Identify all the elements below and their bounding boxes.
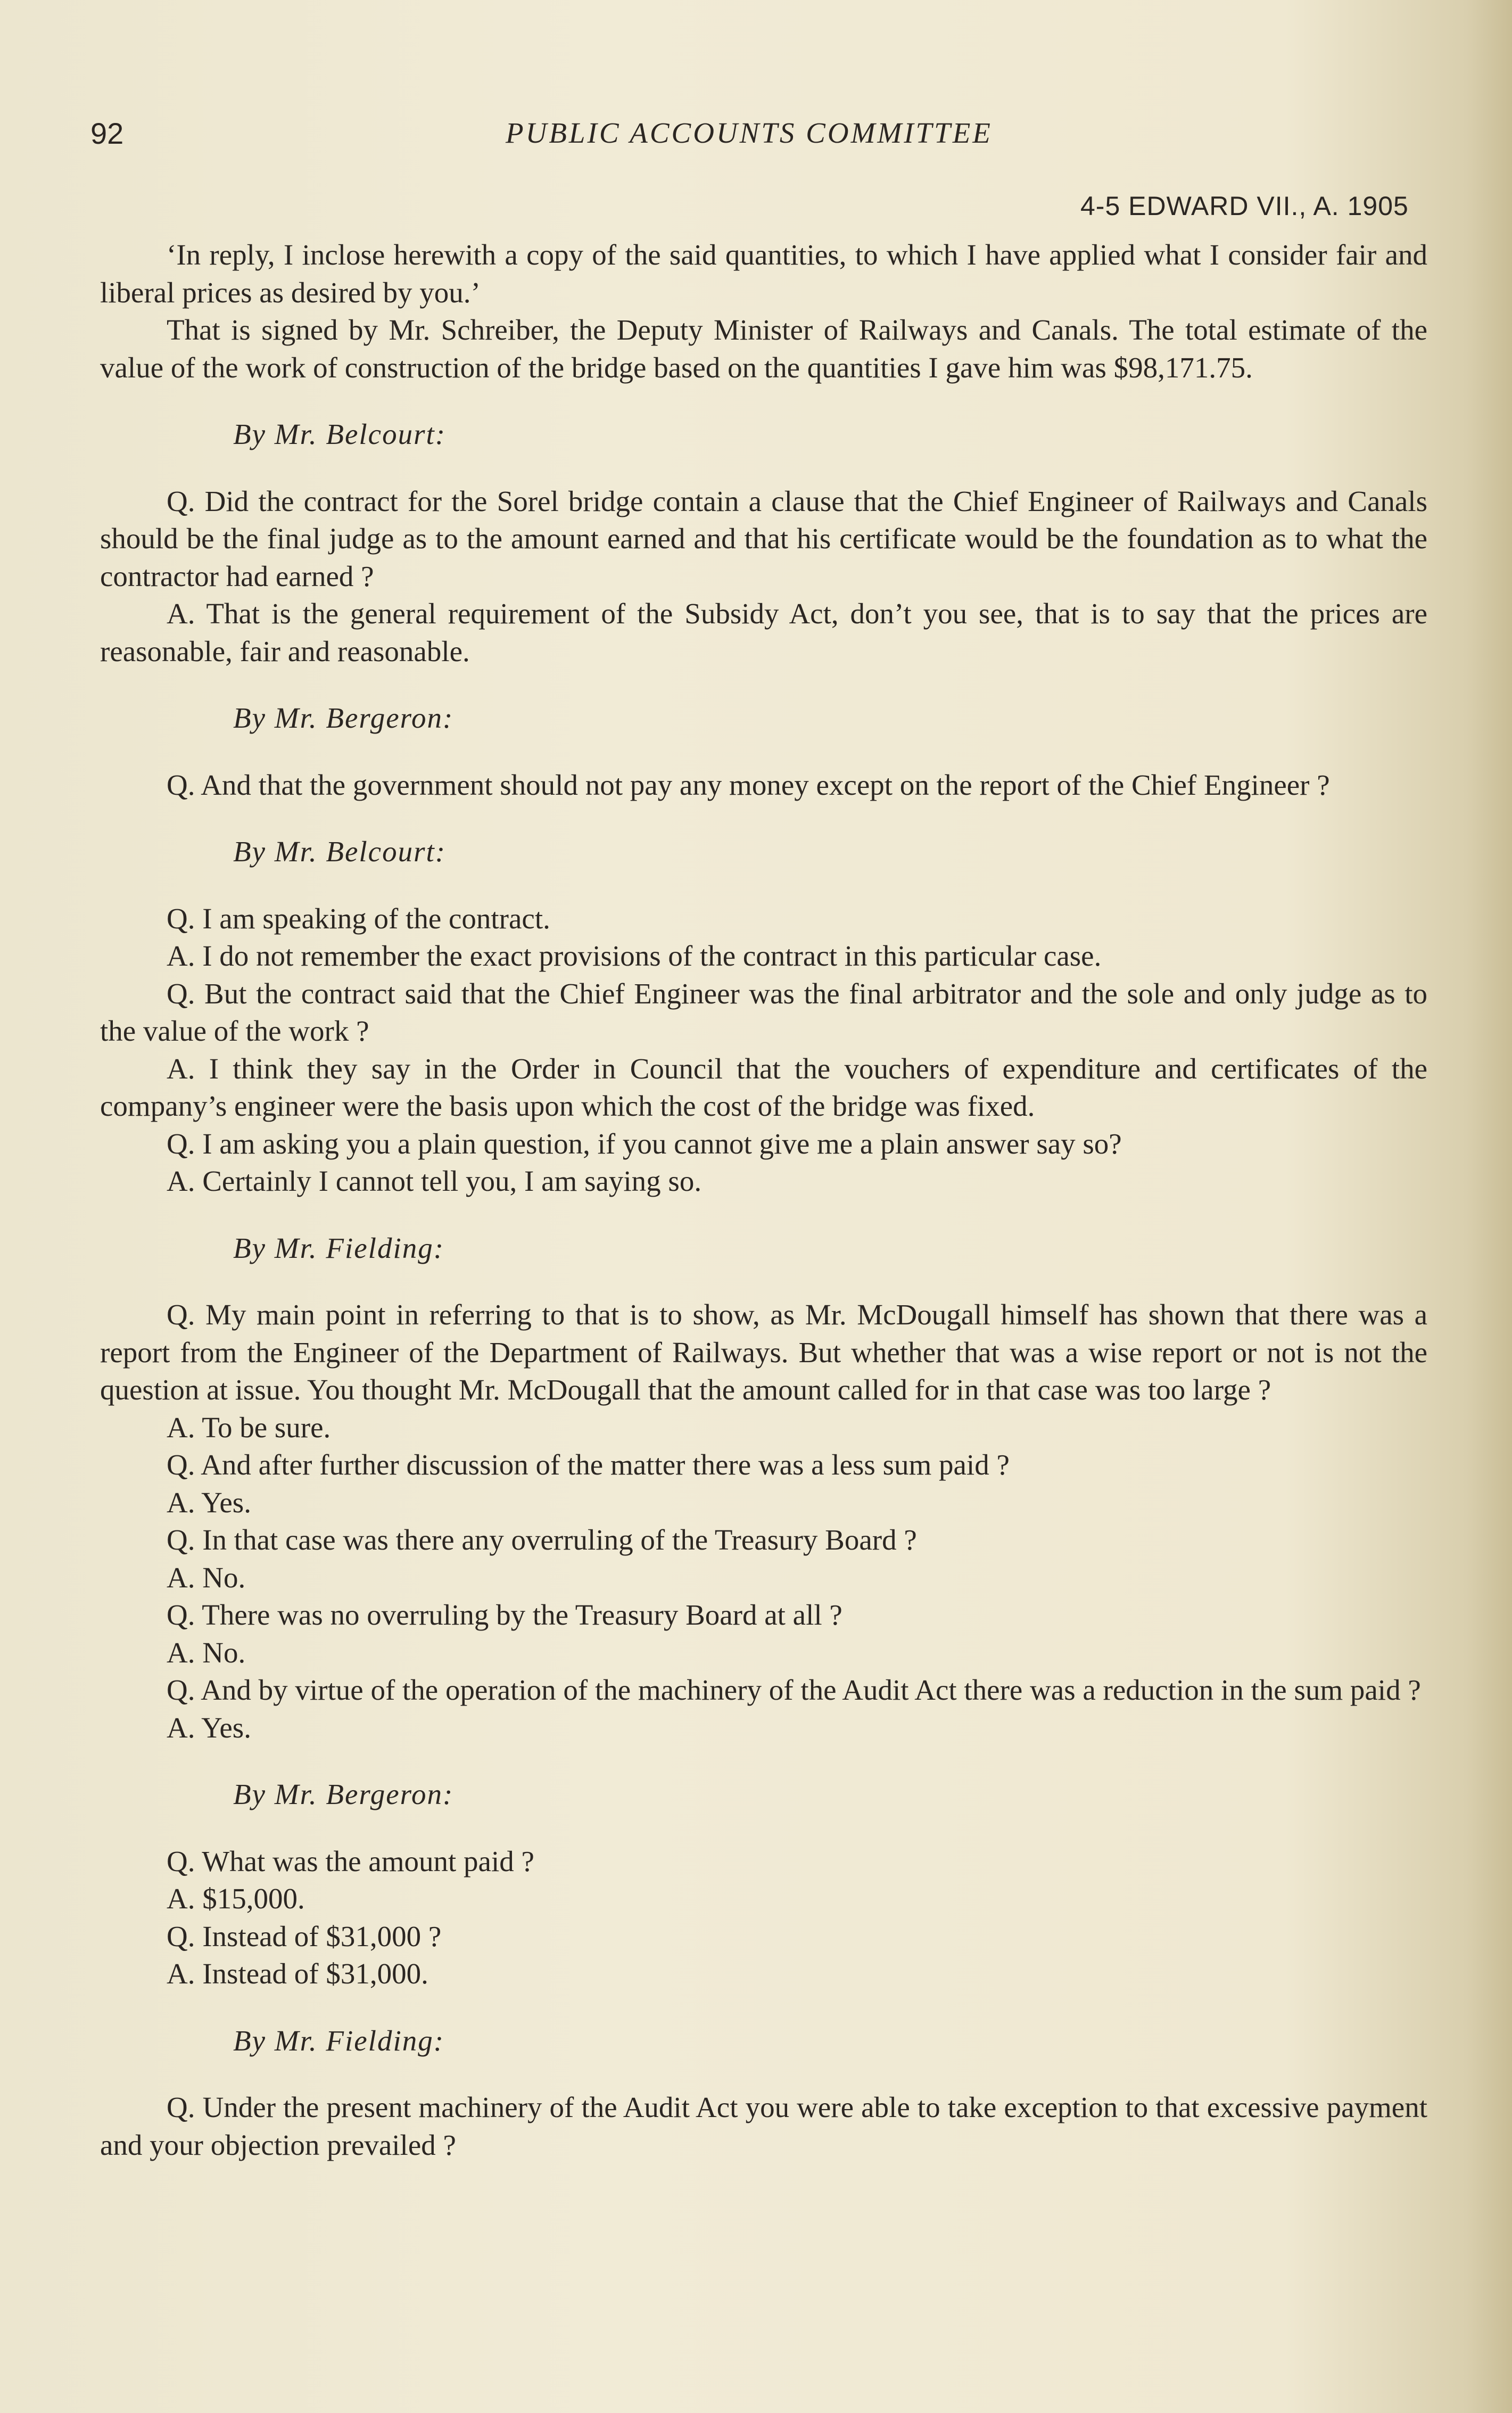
speaker-heading: By Mr. Fielding: xyxy=(233,2024,445,2057)
answer-paragraph: A. I think they say in the Order in Council that the vouchers of expenditure and certificates of the company’s engineer were the basis upon which the cost of the bridge was fixed. xyxy=(100,1052,1427,1122)
question-paragraph: Q. And by virtue of the operation of the machinery of the Audit Act there was a reduction in the sum paid ? xyxy=(167,1674,1421,1706)
speaker-heading: By Mr. Belcourt: xyxy=(233,835,447,868)
page-number: 92 xyxy=(90,117,124,150)
question-paragraph: Q. I am asking you a plain question, if you cannot give me a plain answer say so? xyxy=(167,1127,1122,1160)
text-paragraph: That is signed by Mr. Schreiber, the Deputy Minister of Railways and Canals. The total estimate of the value of the work of construction of the bridge based on the quantities I gave him was $98,171.75. xyxy=(100,314,1427,384)
answer-paragraph: A. I do not remember the exact provisions of the contract in this particular case. xyxy=(167,940,1102,972)
speaker-heading: By Mr. Fielding: xyxy=(233,1231,445,1264)
question-paragraph: Q. I am speaking of the contract. xyxy=(167,902,550,935)
answer-paragraph: A. To be sure. xyxy=(167,1411,331,1444)
question-paragraph: Q. There was no overruling by the Treasury Board at all ? xyxy=(167,1599,842,1631)
page-header xyxy=(90,116,1426,221)
question-paragraph: Q. Instead of $31,000 ? xyxy=(167,1920,442,1953)
question-paragraph: Q. In that case was there any overruling of the Treasury Board ? xyxy=(167,1523,917,1556)
page-body xyxy=(100,236,1427,2164)
question-paragraph: Q. But the contract said that the Chief Engineer was the final arbitrator and the sole and only judge as to the value of the work ? xyxy=(100,977,1427,1047)
question-paragraph: Q. And after further discussion of the matter there was a less sum paid ? xyxy=(167,1448,1010,1481)
answer-paragraph: A. Yes. xyxy=(167,1486,251,1519)
question-paragraph: Q. And that the government should not pay any money except on the report of the Chief Engineer ? xyxy=(167,768,1330,801)
answer-paragraph: A. No. xyxy=(167,1636,246,1669)
question-paragraph: Q. My main point in referring to that is to show, as Mr. McDougall himself has shown that there was a report from the Engineer of the Department of Railways. But whether that was a wise report or not is not the question at issue. You thought Mr. McDougall that the amount called for in that case was too large ? xyxy=(100,1298,1427,1406)
answer-paragraph: A. Yes. xyxy=(167,1711,251,1744)
answer-paragraph: A. $15,000. xyxy=(167,1882,305,1915)
text-paragraph: ‘In reply, I inclose herewith a copy of the said quantities, to which I have applied what I consider fair and liberal prices as desired by you.’ xyxy=(100,238,1427,309)
session-reference: 4-5 EDWARD VII., A. 1905 xyxy=(1080,191,1409,221)
answer-paragraph: A. That is the general requirement of the Subsidy Act, don’t you see, that is to say that the prices are reasonable, fair and reasonable. xyxy=(100,597,1427,668)
speaker-heading: By Mr. Bergeron: xyxy=(233,702,454,734)
running-title: PUBLIC ACCOUNTS COMMITTEE xyxy=(506,117,993,149)
question-paragraph: Q. What was the amount paid ? xyxy=(167,1844,534,1877)
question-paragraph: Q. Under the present machinery of the Audit Act you were able to take exception to that excessive payment and your objection prevailed ? xyxy=(100,2091,1427,2161)
speaker-heading: By Mr. Bergeron: xyxy=(233,1778,454,1810)
answer-paragraph: A. Certainly I cannot tell you, I am saying so. xyxy=(167,1165,702,1197)
answer-paragraph: A. Instead of $31,000. xyxy=(167,1957,428,1990)
question-paragraph: Q. Did the contract for the Sorel bridge contain a clause that the Chief Engineer of Railways and Canals should be the final judge as to the amount earned and that his certificate would be the foundation as to what the contractor had earned ? xyxy=(100,484,1427,592)
speaker-heading: By Mr. Belcourt: xyxy=(233,418,447,450)
answer-paragraph: A. No. xyxy=(167,1561,246,1594)
